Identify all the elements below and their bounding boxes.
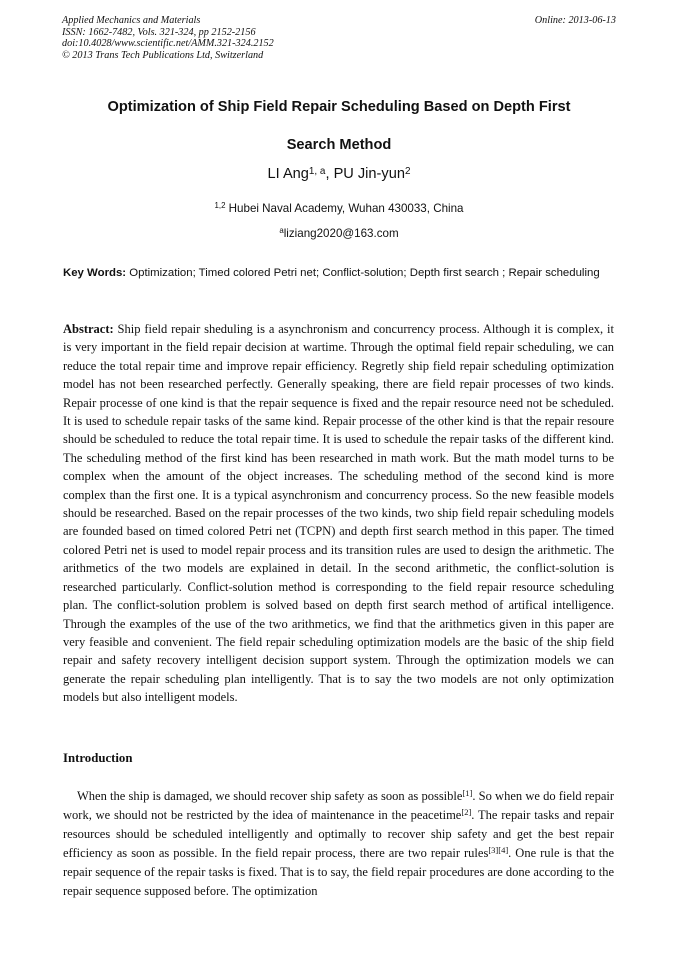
keywords-text: Optimization; Timed colored Petri net; Conflict-solution; Depth first search ; Repair scheduling (126, 267, 600, 279)
citation-ref[interactable]: [1] (462, 788, 473, 799)
intro-text: . So when we do field repair work, we should not be restricted by the idea of maintenance in the peacetime (63, 789, 615, 822)
abstract-text: Ship field repair sheduling is a asynchronism and concurrency process. Although it is complex, it is very important in the field repair decision at wartime. Through the optimal field repair scheduling, we can reduce the total repair time and improve repair efficiency. Regretly ship field repair scheduling optimization model has not been researched perfectly. Generally speaking, there are field repair processes of two kinds. Repair processe of one kind is that the repair sequence is fixed and the repair resource need not be scheduled. It is used to schedule repair tasks of the same kind. Repair processe of the other kind is that the repair resoure should be scheduled to reduce the total repair time. It is used to schedule the repair tasks of the different kind. The scheduling method of the first kind has been researched in math work. But the math model turns to be complex when the amount of the object increases. The scheduling method of the second kind is more complex than the first one. It is a typical asynchronism and concurrency process. So the new feasible models should be researched. Based on the repair processes of the two kinds, two ship field repair scheduling models are founded based on timed colored Petri net (TCPN) and depth first search method in this paper. The timed colored Petri net is used to model repair process and its transition rules are used to design the arithmetic. The arithmetics of the two models are explained in detail. In the second arithmetic, the conflict-solution is researched particularly. Conflict-solution method is corresponding to the field repair resource scheduling plan. The conflict-solution problem is solved based on depth first search method of artifical intelligence. Through the examples of the use of the two arithmetics, we find that the arithmetics given in this paper are very feasible and convenient. The field repair scheduling optimization models are the basic of the ship field repair and safety recovery intelligent decision support system. Through the optimization models we can generate the repair scheduling plan intelligently. That is to say the two models are not only optimization models but also intelligent models. (63, 322, 614, 705)
author-separator: , (325, 166, 334, 182)
copyright-line: © 2013 Trans Tech Publications Ltd, Switzerland (62, 49, 264, 61)
author-list (60, 164, 618, 184)
author-sup: 1, a (308, 165, 326, 177)
author-sup: 2 (404, 165, 411, 177)
doi-line[interactable]: doi:10.4028/www.scientific.net/AMM.321-324.2152 (62, 38, 274, 50)
issn-line: ISSN: 1662-7482, Vols. 321-324, pp 2152-2156 (62, 26, 256, 38)
author-name: PU Jin-yun (333, 166, 405, 182)
journal-name: Applied Mechanics and Materials (62, 15, 201, 26)
section-heading-introduction: Introduction (63, 751, 133, 765)
author-email (60, 226, 618, 242)
author-name: LI Ang (267, 166, 309, 182)
introduction-paragraph (63, 787, 614, 901)
abstract-section (63, 320, 614, 707)
intro-text: When the ship is damaged, we should recover ship safety as soon as possible (77, 789, 463, 803)
title-line-1: Optimization of Ship Field Repair Scheduling Based on Depth First (107, 99, 571, 115)
keywords-section (63, 264, 614, 283)
keywords-label: Key Words: (63, 267, 127, 279)
paper-title (60, 88, 618, 164)
affiliation-sup: 1,2 (214, 201, 226, 211)
affiliation (60, 201, 618, 217)
email-sup: a (279, 226, 284, 236)
abstract-label: Abstract: (63, 322, 114, 336)
affiliation-text: Hubei Naval Academy, Wuhan 430033, China (225, 202, 464, 215)
online-date: Online: 2013-06-13 (534, 15, 616, 26)
citation-ref[interactable]: [3][4] (488, 845, 509, 856)
citation-ref[interactable]: [2] (461, 807, 472, 818)
email-link[interactable]: liziang2020@163.com (283, 227, 399, 240)
journal-header (62, 15, 616, 61)
intro-text: . The repair tasks and repair resources should be scheduled intelligently and optimally to recover ship safety and get the best repair efficiency as soon as possible. In the field repair process, there are two repair rules (63, 808, 615, 860)
title-line-2: Search Method (286, 137, 392, 153)
intro-text: . One rule is that the repair sequence of the repair tasks is fixed. That is to say, the field repair procedures are done according to the repair sequence supposed before. The optimization (63, 846, 614, 898)
